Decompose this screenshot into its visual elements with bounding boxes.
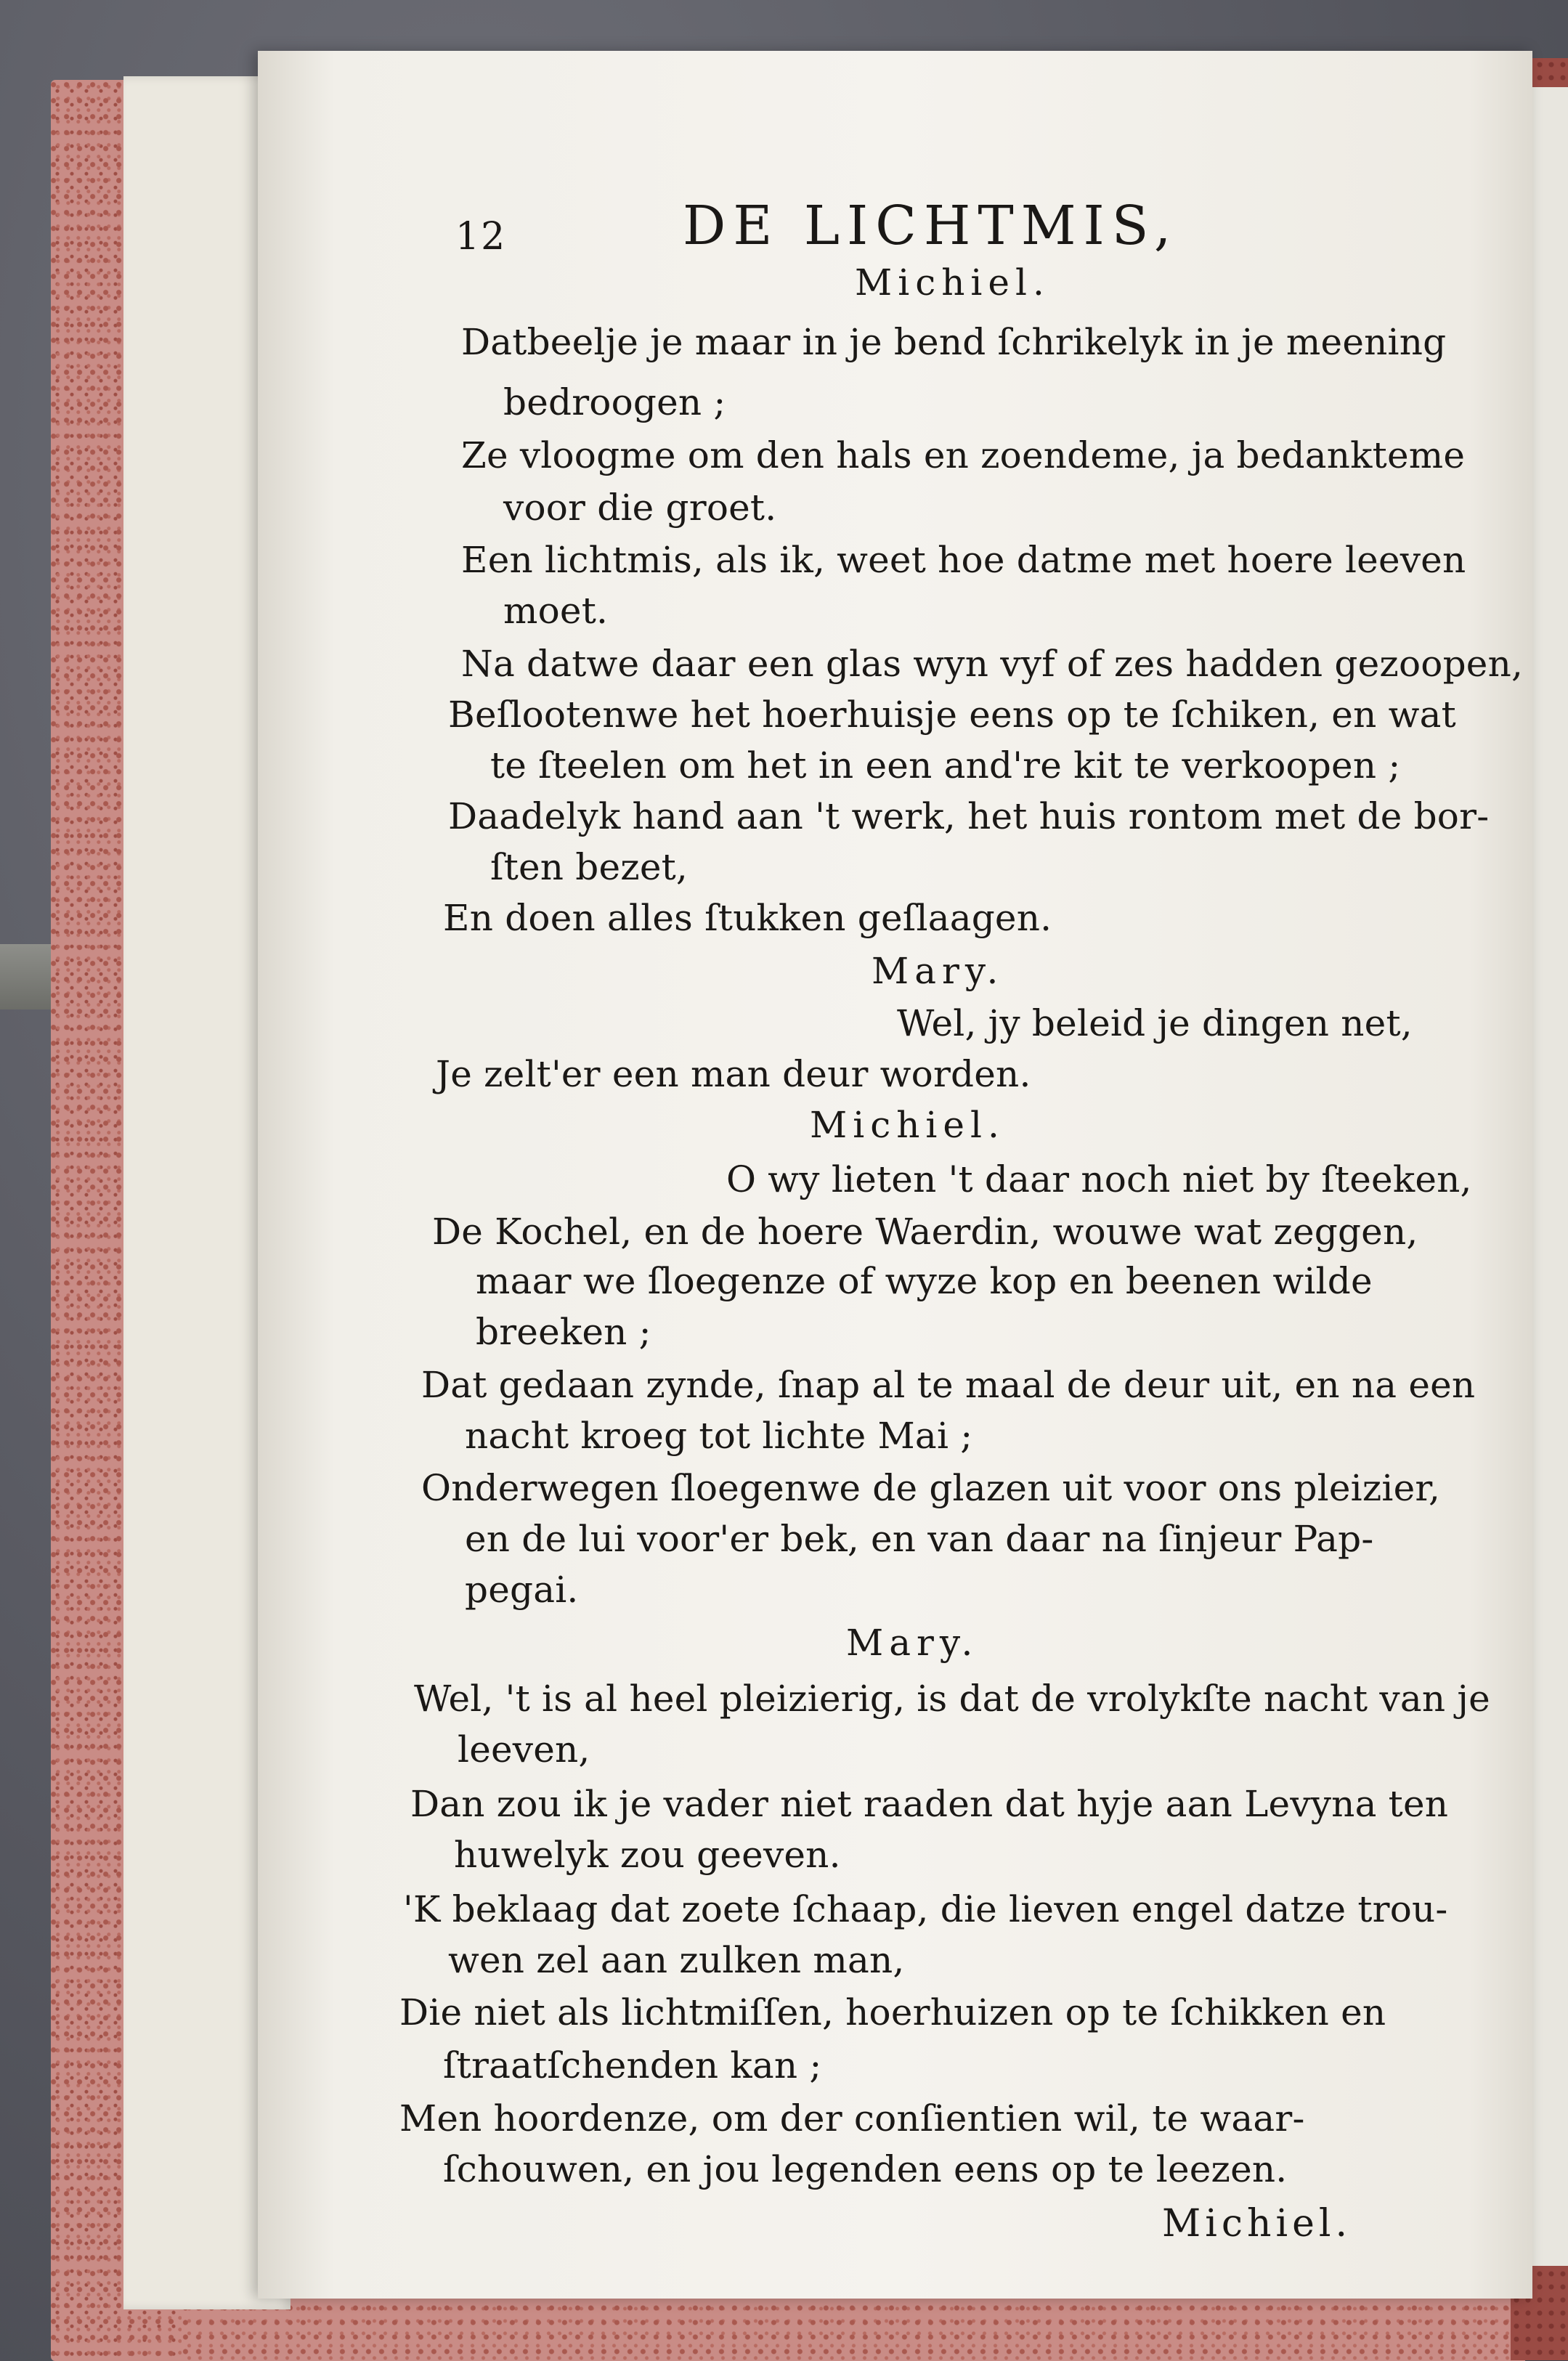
verse-line: O wy lieten 't daar noch niet by ſteeken,: [726, 1158, 1472, 1200]
speaker-heading: Michiel.: [810, 1104, 1005, 1146]
verse-line: Die niet als lichtmiſſen, hoerhuizen op te ſchikken en: [399, 1991, 1386, 2033]
verse-line: Men hoordenze, om der conſientien wil, te waar-: [399, 2097, 1305, 2139]
verse-line: wen zel aan zulken man,: [448, 1939, 905, 1981]
speaker-heading: Mary.: [846, 1622, 979, 1664]
page-text: [258, 51, 1532, 2299]
running-title: DE LICHTMIS,: [683, 195, 1179, 257]
verse-line: te ſteelen om het in een and're kit te verkoopen ;: [490, 744, 1401, 787]
verse-line: ſchouwen, en jou legenden eens op te leezen.: [443, 2148, 1288, 2190]
verse-line: En doen alles ſtukken geſlaagen.: [443, 897, 1052, 939]
verse-line: De Kochel, en de hoere Waerdin, wouwe wat zeggen,: [432, 1211, 1418, 1253]
verse-line: pegai.: [465, 1569, 579, 1611]
speaker-heading: Michiel.: [855, 261, 1050, 304]
verse-line: 'K beklaag dat zoete ſchaap, die lieven engel datze trou-: [403, 1888, 1448, 1930]
verse-line: Je zelt'er een man deur worden.: [436, 1053, 1031, 1095]
catchword: Michiel.: [1162, 2202, 1352, 2246]
verse-line: en de lui voor'er bek, en van daar na ſinjeur Pap-: [465, 1518, 1374, 1560]
verse-line: bedroogen ;: [503, 381, 726, 423]
verse-line: voor die groet.: [503, 487, 777, 529]
verse-line: ſtraatſchenden kan ;: [443, 2044, 822, 2086]
verse-line: Datbeelje je maar in je bend ſchrikelyk in je meening: [461, 321, 1447, 363]
verse-line: huwelyk zou geeven.: [454, 1834, 841, 1876]
verse-line: moet.: [503, 590, 609, 632]
verse-line: Onderwegen ſloegenwe de glazen uit voor ons pleizier,: [421, 1467, 1441, 1509]
page-number: 12: [455, 215, 507, 259]
verse-line: Ze vloogme om den hals en zoendeme, ja bedankteme: [461, 434, 1466, 476]
verse-line: leeven,: [458, 1728, 590, 1771]
verse-line: Dat gedaan zynde, ſnap al te maal de deur uit, en na een: [421, 1364, 1476, 1406]
verse-line: ſten bezet,: [490, 846, 688, 888]
speaker-heading: Mary.: [872, 950, 1004, 992]
verse-line: nacht kroeg tot lichte Mai ;: [465, 1415, 973, 1457]
verse-line: Dan zou ik je vader niet raaden dat hyje aan Levyna ten: [410, 1783, 1449, 1825]
verse-line: Wel, 't is al heel pleizierig, is dat de vrolykſte nacht van je: [414, 1678, 1490, 1720]
verse-line: Wel, jy beleid je dingen net,: [897, 1002, 1413, 1044]
verse-line: maar we ſloegenze of wyze kop en beenen wilde: [476, 1260, 1373, 1302]
verse-line: Beſlootenwe het hoerhuisje eens op te ſchiken, en wat: [448, 694, 1456, 736]
verse-line: breeken ;: [476, 1311, 651, 1353]
book-page: [258, 51, 1532, 2299]
book-cover-bottom: [182, 2288, 1525, 2361]
verse-line: Een lichtmis, als ik, weet hoe datme met hoere leeven: [461, 539, 1466, 581]
verse-line: Na datwe daar een glas wyn vyf of zes hadden gezoopen,: [461, 643, 1524, 685]
verse-line: Daadelyk hand aan 't werk, het huis rontom met de bor-: [448, 795, 1490, 837]
